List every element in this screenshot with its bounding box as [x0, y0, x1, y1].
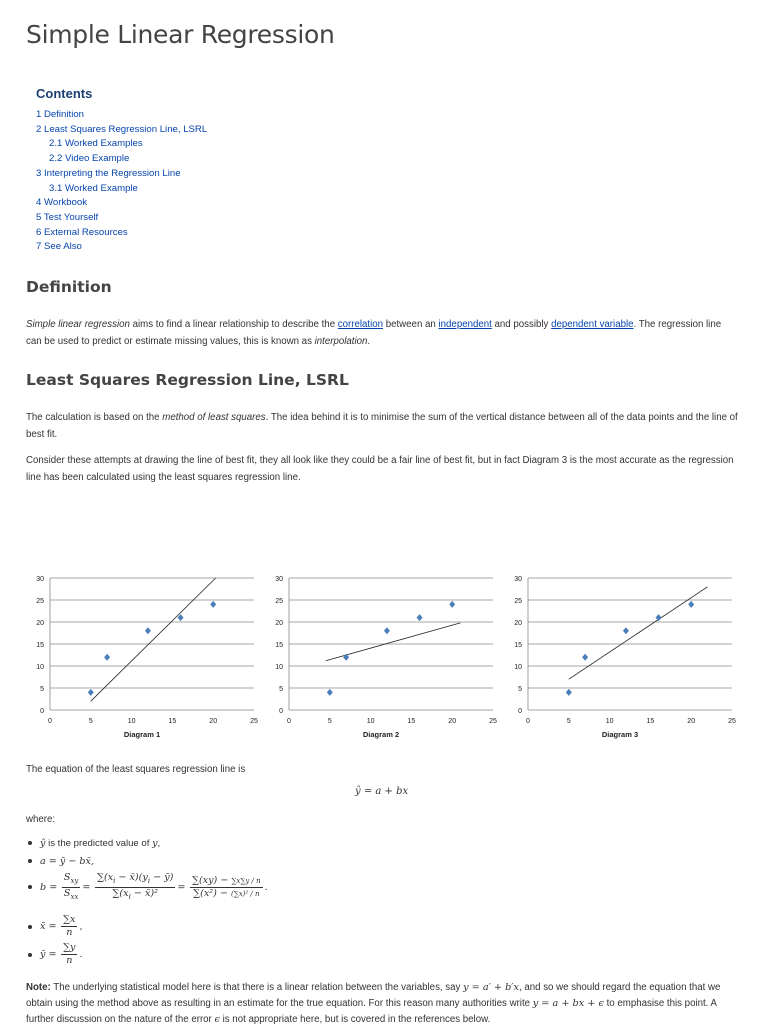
y-tick-label: 0	[279, 708, 283, 715]
bullet-xbar: x̄ = $\frac{\sum x}{n}$ ,	[28, 914, 83, 939]
y-tick-label: 20	[36, 620, 44, 627]
toc-link[interactable]: 5 Test Yourself	[36, 211, 99, 223]
toc-link[interactable]: 2 Least Squares Regression Line, LSRL	[36, 123, 208, 135]
data-point	[656, 614, 662, 621]
x-tick-label: 15	[407, 718, 416, 725]
bullet-a: a = ȳ − bx̄,	[28, 856, 94, 867]
x-tick-label: 20	[448, 718, 457, 725]
x-tick-label: 20	[209, 718, 218, 725]
equation-intro: The equation of the least squares regression line is	[26, 764, 246, 775]
lsrl-heading: Least Squares Regression Line, LSRL	[26, 371, 349, 389]
definition-paragraph: Simple linear regression aims to find a linear relationship to describe the correlation between an independent and possibly dependent variable. The regression line can be used to predict or estimate missing values, this is known as interpolation.	[26, 319, 722, 347]
regression-line	[569, 587, 708, 679]
data-point	[623, 627, 629, 634]
toc-heading: Contents	[36, 86, 93, 101]
y-tick-label: 15	[514, 642, 522, 649]
x-tick-label: 20	[687, 718, 696, 725]
data-point	[566, 689, 572, 696]
toc-item	[36, 152, 207, 167]
data-point	[327, 689, 333, 696]
regression-equation: ŷ = a + bx	[355, 786, 409, 797]
regression-line	[91, 578, 216, 701]
data-point	[417, 614, 423, 621]
x-tick-label: 25	[250, 718, 258, 725]
y-tick-label: 20	[275, 620, 283, 627]
toc-item	[36, 211, 207, 226]
toc-item	[36, 226, 207, 241]
bullet-ybar: ȳ = $\frac{\sum y}{n}$ .	[28, 942, 83, 967]
toc-link[interactable]: 4 Workbook	[36, 197, 88, 209]
y-tick-label: 15	[275, 642, 283, 649]
lsrl-paragraph-1: The calculation is based on the method of least squares. The idea behind it is to minimise the sum of the vertical distance between all of the data points and the line of best fit.	[26, 412, 738, 440]
chart-title: Diagram 3	[601, 730, 639, 739]
term-interpolation: interpolation	[314, 335, 368, 347]
toc-link[interactable]: 2.2 Video Example	[49, 153, 130, 165]
note-paragraph: Note: The underlying statistical model here is that there is a linear relation between the variables, say y = a′ + b′x, and so we should regard the equation that we obtain using the method above as resulting in an estimate for the true equation. For this reason many authorities write y = a + bx + ϵ to emphasise this point. A further discussion on the nature of the error ϵ is not appropriate here, but is covered in the references below.	[26, 982, 721, 1025]
toc-link[interactable]: 3 Interpreting the Regression Line	[36, 167, 181, 179]
data-point	[449, 601, 455, 608]
y-tick-label: 10	[275, 664, 283, 671]
y-tick-label: 25	[514, 598, 522, 605]
toc-item	[36, 167, 207, 182]
y-tick-label: 0	[518, 708, 522, 715]
page-title: Simple Linear Regression	[26, 20, 335, 49]
x-tick-label: 0	[526, 718, 530, 725]
x-tick-label: 10	[127, 718, 136, 725]
x-tick-label: 5	[566, 718, 571, 725]
x-tick-label: 10	[605, 718, 614, 725]
data-point	[210, 601, 216, 608]
data-point	[88, 689, 94, 696]
toc-link[interactable]: 6 External Resources	[36, 226, 128, 238]
chart-diagram-1	[22, 568, 262, 753]
y-tick-label: 10	[36, 664, 44, 671]
y-tick-label: 5	[279, 686, 283, 693]
y-tick-label: 30	[275, 576, 283, 583]
chart-title: Diagram 2	[362, 730, 400, 739]
toc-item	[36, 196, 207, 211]
toc-link[interactable]: 7 See Also	[36, 241, 82, 253]
toc-item	[36, 108, 207, 123]
toc-item	[36, 240, 207, 255]
y-tick-label: 20	[514, 620, 522, 627]
x-tick-label: 0	[287, 718, 291, 725]
toc-item	[36, 123, 207, 138]
link-correlation[interactable]: correlation	[337, 319, 384, 330]
y-tick-label: 25	[36, 598, 44, 605]
y-tick-label: 25	[275, 598, 283, 605]
x-tick-label: 15	[646, 718, 655, 725]
y-tick-label: 10	[514, 664, 522, 671]
x-tick-label: 5	[88, 718, 93, 725]
x-tick-label: 25	[728, 718, 736, 725]
data-point	[145, 627, 151, 634]
y-tick-label: 15	[36, 642, 44, 649]
x-tick-label: 5	[327, 718, 332, 725]
table-of-contents	[36, 108, 207, 255]
chart-title: Diagram 1	[123, 730, 161, 739]
toc-link[interactable]: 3.1 Worked Example	[49, 182, 138, 194]
lsrl-paragraph-2: Consider these attempts at drawing the line of best fit, they all look like they could be a fair line of best fit, but in fact Diagram 3 is the most accurate as the regression line has been calculated using the least squares regression line.	[26, 455, 734, 483]
x-tick-label: 10	[366, 718, 375, 725]
data-point	[104, 654, 110, 661]
bullet-yhat: ŷ is the predicted value of y,	[28, 838, 160, 849]
bullet-b: b = $\frac{S_{xy}}{S_{xx}}$ = $\frac{\sum(x_i - x̄)(y_i - ȳ)}{\sum(x_i - x̄)^2}$ = $\frac{\sum(xy) - \sum x\sum y / n}{\text{∑(x²) − (∑x)² / n}}$ .	[28, 872, 268, 903]
chart-diagram-3	[500, 568, 740, 753]
toc-item	[36, 182, 207, 197]
definition-heading: Definition	[26, 278, 112, 296]
toc-item	[36, 137, 207, 152]
y-tick-label: 0	[40, 708, 44, 715]
y-tick-label: 30	[36, 576, 44, 583]
toc-link[interactable]: 2.1 Worked Examples	[49, 138, 143, 150]
data-point	[688, 601, 694, 608]
data-point	[384, 627, 390, 634]
link-independent[interactable]: independent	[438, 319, 492, 330]
y-tick-label: 5	[518, 686, 522, 693]
where-label: where:	[26, 814, 56, 825]
x-tick-label: 0	[48, 718, 52, 725]
toc-link[interactable]: 1 Definition	[36, 109, 84, 120]
x-tick-label: 15	[168, 718, 177, 725]
data-point	[582, 654, 588, 661]
y-tick-label: 5	[40, 686, 44, 693]
y-tick-label: 30	[514, 576, 522, 583]
x-tick-label: 25	[489, 718, 497, 725]
chart-diagram-2	[261, 568, 501, 753]
term-simple-linear-regression: Simple linear regression	[26, 319, 130, 330]
link-dependent-variable[interactable]: dependent variable	[551, 319, 634, 330]
